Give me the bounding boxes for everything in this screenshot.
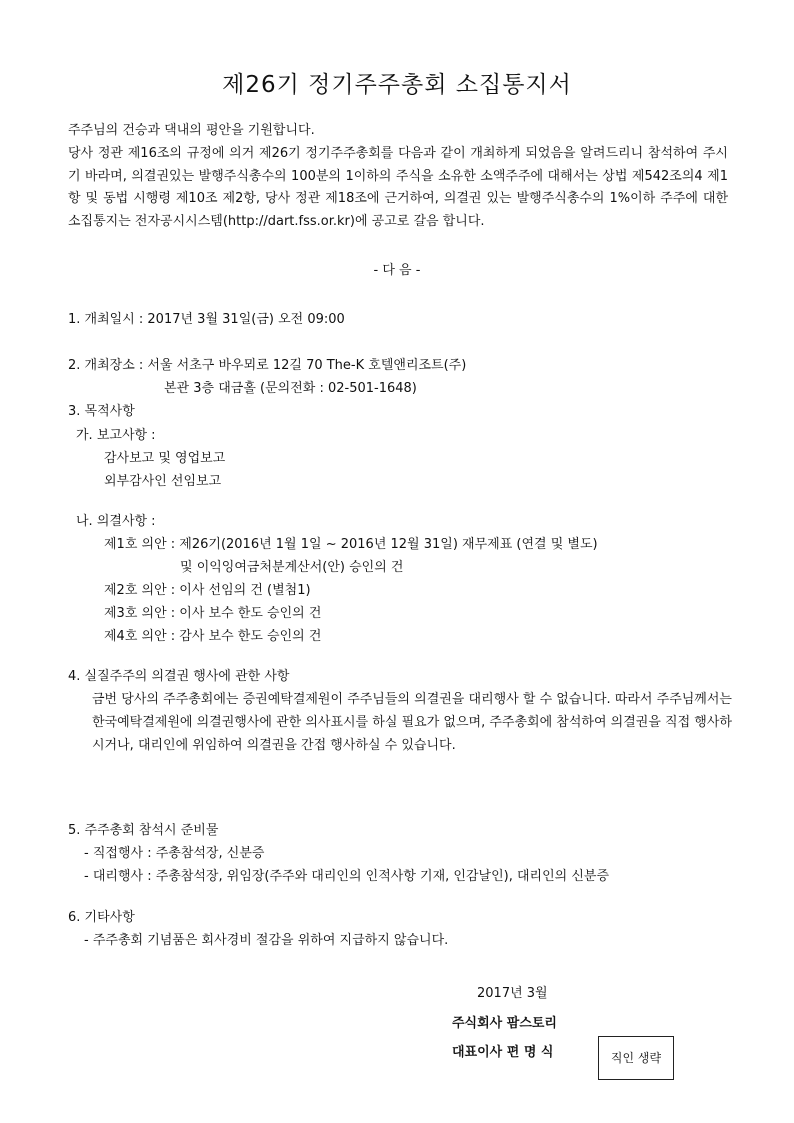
seal-omitted-box: 직인 생략 (598, 1036, 674, 1080)
intro-paragraph (68, 120, 728, 234)
section-4-heading: 4. 실질주주의 의결권 행사에 관한 사항 (68, 669, 290, 684)
section-2-venue-detail: 본관 3층 대금홀 (문의전화 : 02-501-1648) (164, 381, 417, 396)
section-5-heading: 5. 주주총회 참석시 준비물 (68, 823, 219, 838)
report-item: 감사보고 및 영업보고 (104, 451, 226, 466)
document-title: 제26기 정기주주총회 소집통지서 (222, 72, 572, 98)
agenda-item-1-cont: 및 이익잉여금처분계산서(안) 승인의 건 (180, 560, 404, 575)
agenda-item-1: 제1호 의안 : 제26기(2016년 1월 1일 ~ 2016년 12월 31일) 재무제표 (연결 및 별도) (104, 537, 598, 552)
notice-date: 2017년 3월 (477, 986, 548, 1001)
section-1-datetime: 1. 개최일시 : 2017년 3월 31일(금) 오전 09:00 (68, 312, 345, 327)
separator-heading: - 다 음 - (373, 263, 421, 278)
intro-body: 당사 정관 제16조의 규정에 의거 제26기 정기주주총회를 다음과 같이 개최하게 되었음을 알려드리니 참석하여 주시기 바라며, 의결권있는 발행주식총수의 100분의 1이하의 주식을 소유한 소액주주에 대해서는 상법 제542조의4 제1항 및 동법 시행령 제10조 제2항, 당사 정관 제18조에 근거하여, 의결권 있는 발행주식총수의 1%이하 주주에 대한 소집통지는 전자공시시스템(http://dart.fss.or.kr)에 공고로 갈음 합니다. (68, 145, 728, 230)
proxy-attendance-items: - 대리행사 : 주총참석장, 위임장(주주와 대리인의 인적사항 기재, 인감날인), 대리인의 신분증 (84, 869, 610, 884)
section-2-venue: 2. 개최장소 : 서울 서초구 바우뫼로 12길 70 The-K 호텔앤리조트(주) (68, 358, 467, 373)
direct-attendance-items: - 직접행사 : 주총참석장, 신분증 (84, 846, 265, 861)
report-item: 외부감사인 선임보고 (104, 474, 222, 489)
other-notice-item: - 주주총회 기념품은 회사경비 절감을 위하여 지급하지 않습니다. (84, 933, 449, 948)
section-4-body (92, 689, 732, 757)
agenda-item-4: 제4호 의안 : 감사 보수 한도 승인의 건 (104, 629, 322, 644)
section-3-heading: 3. 목적사항 (68, 404, 135, 419)
company-name: 주식회사 팜스토리 (452, 1016, 557, 1031)
resolution-items-heading: 나. 의결사항 : (76, 514, 156, 529)
agenda-item-2: 제2호 의안 : 이사 선임의 건 (별첨1) (104, 583, 311, 598)
voting-rights-paragraph: 금번 당사의 주주총회에는 증권예탁결제원이 주주님들의 의결권을 대리행사 할 수 없습니다. 따라서 주주님께서는 한국예탁결제원에 의결권행사에 관한 의사표시를 하실 필요가 없으며, 주주총회에 참석하여 의결권을 직접 행사하시거나, 대리인에 위임하여 의결권을 간접 행사하실 수 있습니다. (92, 692, 732, 753)
greeting-line: 주주님의 건승과 댁내의 평안을 기원합니다. (68, 123, 315, 138)
report-items-heading: 가. 보고사항 : (76, 428, 156, 443)
agenda-item-3: 제3호 의안 : 이사 보수 한도 승인의 건 (104, 606, 322, 621)
section-6-heading: 6. 기타사항 (68, 910, 135, 925)
ceo-name: 대표이사 편 명 식 (452, 1045, 554, 1060)
